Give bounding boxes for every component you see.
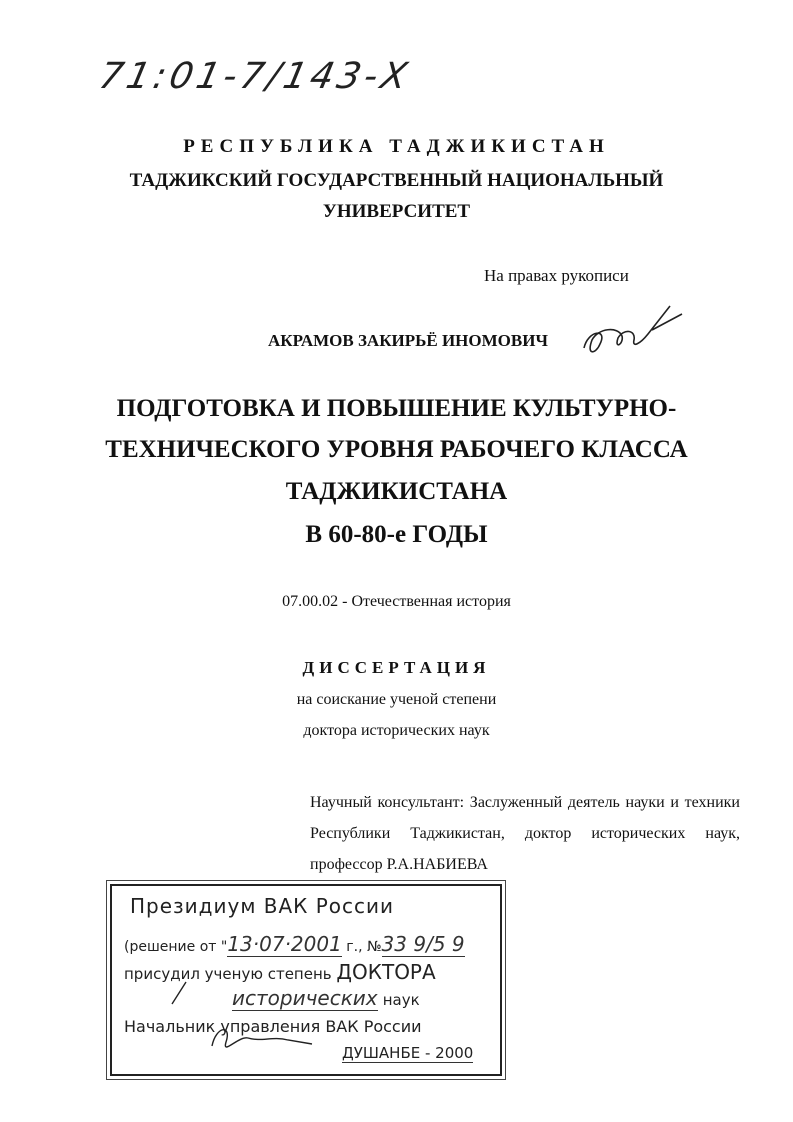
stamp-field-suffix: наук	[382, 991, 420, 1009]
stamp-awarded-degree: ДОКТОРА	[336, 960, 436, 984]
stamp-decision-mid: г., №	[341, 939, 382, 955]
manuscript-rights-note: На правах рукописи	[484, 266, 629, 285]
scientific-consultant: Научный консультант: Заслуженный деятель науки и техники Республики Таджикистан, доктор исторических наук, профессор Р.А.НАБИЕВА	[310, 794, 740, 873]
title-line-2: ТЕХНИЧЕСКОГО УРОВНЯ РАБОЧЕГО КЛАССА	[105, 436, 688, 463]
archive-number: 71:01-7/143-Х	[95, 56, 415, 97]
stamp-decision-prefix: (решение от "	[124, 939, 228, 955]
title-line-1: ПОДГОТОВКА И ПОВЫШЕНИЕ КУЛЬТУРНО-	[116, 395, 677, 422]
specialty-code: 07.00.02 - Отечественная история	[282, 593, 511, 610]
stamp-organization: Президиум ВАК России	[130, 894, 395, 918]
author-signature	[578, 300, 688, 372]
university-name-line2: УНИВЕРСИТЕТ	[322, 201, 471, 222]
university-name-line1: ТАДЖИКСКИЙ ГОСУДАРСТВЕННЫЙ НАЦИОНАЛЬНЫЙ	[129, 170, 664, 191]
stamp-awarded-text: присудил ученую степень	[124, 965, 332, 983]
stamp-decision-date: 13·07·2001	[227, 932, 342, 956]
degree-line-1: на соискание ученой степени	[296, 691, 497, 708]
vak-stamp	[110, 884, 502, 1076]
city-year: ДУШАНБЕ - 2000	[342, 1044, 474, 1062]
stamp-signature	[112, 886, 500, 1074]
title-line-4: В 60-80-е ГОДЫ	[305, 521, 488, 548]
author-name: АКРАМОВ ЗАКИРЬЁ ИНОМОВИЧ	[268, 331, 548, 350]
republic-heading: РЕСПУБЛИКА ТАДЖИКИСТАН	[183, 136, 610, 157]
stamp-field-handwritten: исторических	[232, 986, 378, 1010]
stamp-decision-number: 33 9/5 9	[381, 932, 465, 956]
stamp-head-text: Начальник управления ВАК России	[124, 1017, 422, 1036]
title-line-3: ТАДЖИКИСТАНА	[285, 478, 508, 505]
degree-line-2: доктора исторических наук	[303, 722, 490, 739]
dissertation-label: ДИССЕРТАЦИЯ	[302, 658, 491, 677]
